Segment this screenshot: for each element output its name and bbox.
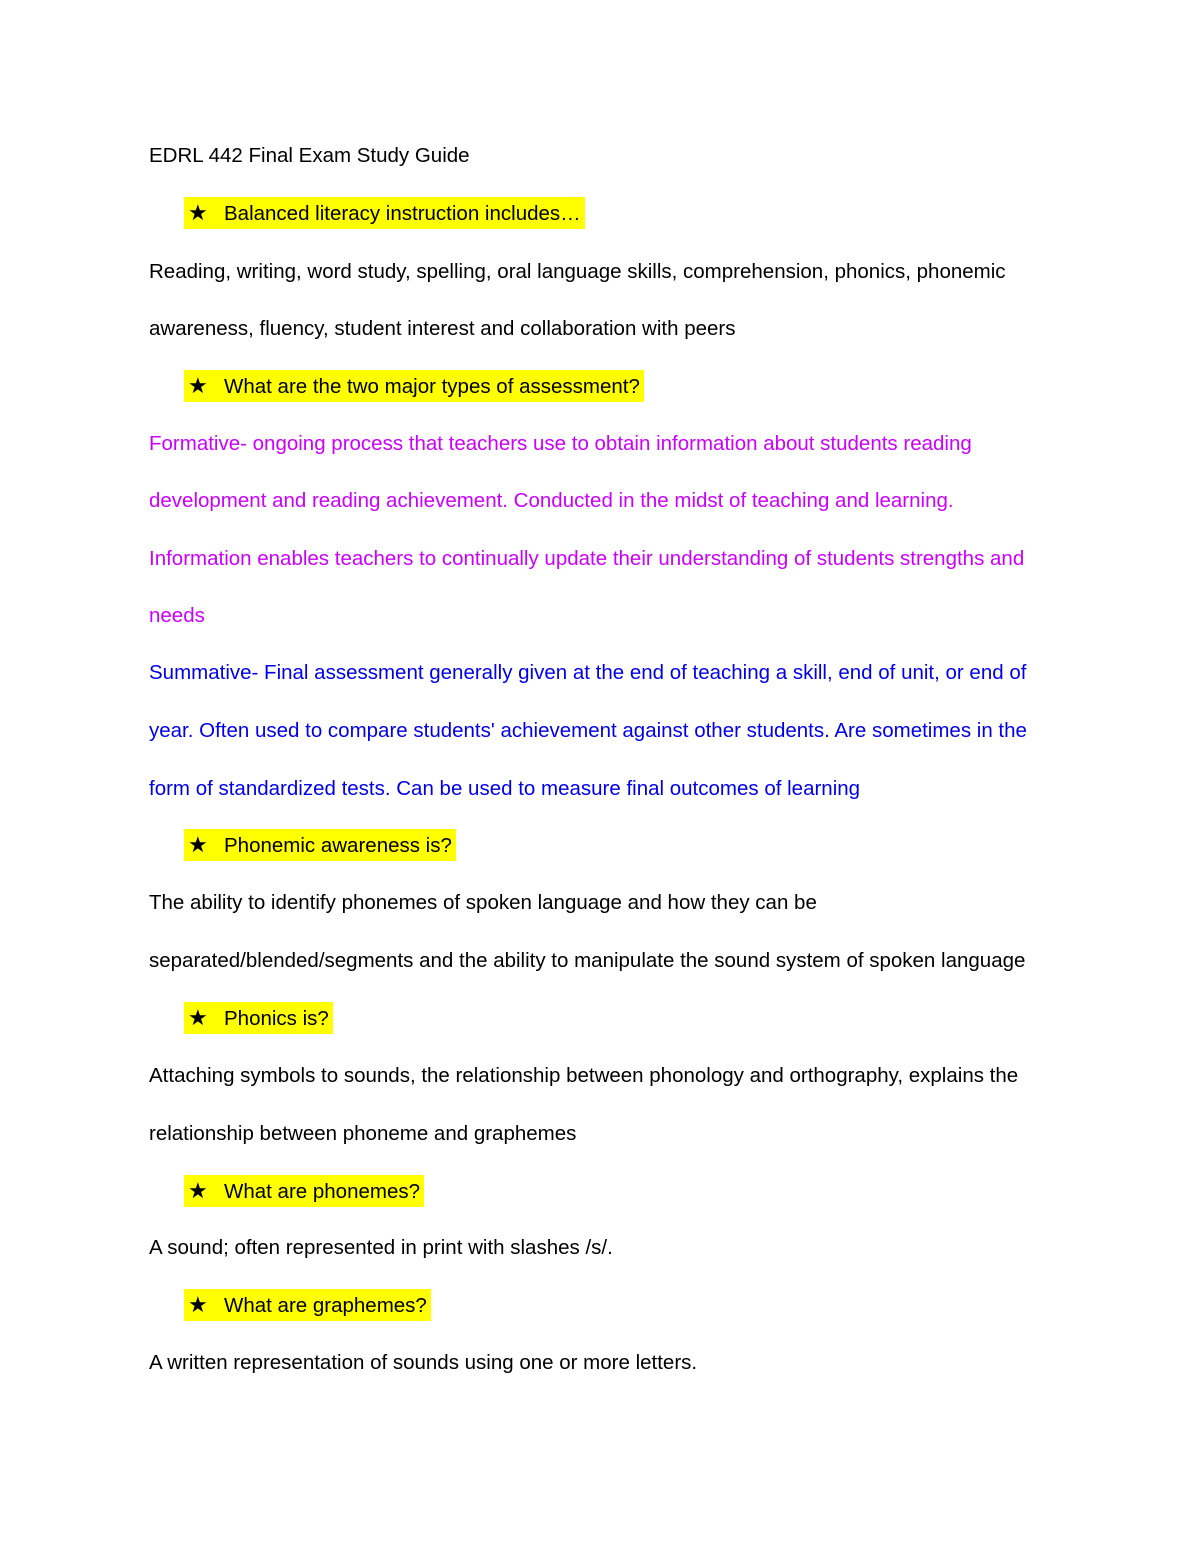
question-assessment-types — [184, 370, 644, 402]
question-balanced-literacy — [184, 197, 585, 229]
star-icon: ★ — [188, 1178, 208, 1203]
answer-line: Reading, writing, word study, spelling, oral language skills, comprehension, phonics, phonemic — [149, 260, 1006, 283]
question-text: Phonemic awareness is? — [224, 834, 452, 857]
page-title: EDRL 442 Final Exam Study Guide — [149, 144, 470, 167]
formative-line: development and reading achievement. Conducted in the midst of teaching and learning. — [149, 489, 954, 512]
formative-line: Formative- ongoing process that teachers use to obtain information about students reading — [149, 432, 972, 455]
answer-line: relationship between phoneme and graphemes — [149, 1122, 577, 1145]
summative-line: Summative- Final assessment generally given at the end of teaching a skill, end of unit, or end of — [149, 661, 1027, 684]
question-phonics — [184, 1002, 333, 1034]
question-text: What are phonemes? — [224, 1180, 421, 1203]
star-icon: ★ — [188, 1005, 208, 1030]
answer-line: A sound; often represented in print with slashes /s/. — [149, 1236, 613, 1259]
summative-line: year. Often used to compare students' achievement against other students. Are sometimes in the — [149, 719, 1027, 742]
question-text: Balanced literacy instruction includes… — [224, 202, 581, 225]
question-text: Phonics is? — [224, 1007, 329, 1030]
summative-line: form of standardized tests. Can be used to measure final outcomes of learning — [149, 777, 861, 800]
star-icon: ★ — [188, 373, 208, 398]
question-graphemes — [184, 1289, 431, 1321]
star-icon: ★ — [188, 200, 208, 225]
question-text: What are graphemes? — [224, 1294, 427, 1317]
answer-line: A written representation of sounds using one or more letters. — [149, 1351, 698, 1374]
answer-line: The ability to identify phonemes of spoken language and how they can be — [149, 891, 817, 914]
answer-line: Attaching symbols to sounds, the relationship between phonology and orthography, explains the — [149, 1064, 1019, 1087]
formative-line: Information enables teachers to continually update their understanding of students strengths and — [149, 547, 1025, 570]
question-phonemic-awareness — [184, 829, 456, 861]
answer-line: separated/blended/segments and the ability to manipulate the sound system of spoken language — [149, 949, 1026, 972]
answer-line: awareness, fluency, student interest and collaboration with peers — [149, 317, 736, 340]
question-text: What are the two major types of assessment? — [224, 375, 640, 398]
question-phonemes — [184, 1175, 424, 1207]
star-icon: ★ — [188, 1292, 208, 1317]
formative-line: needs — [149, 604, 205, 627]
star-icon: ★ — [188, 832, 208, 857]
